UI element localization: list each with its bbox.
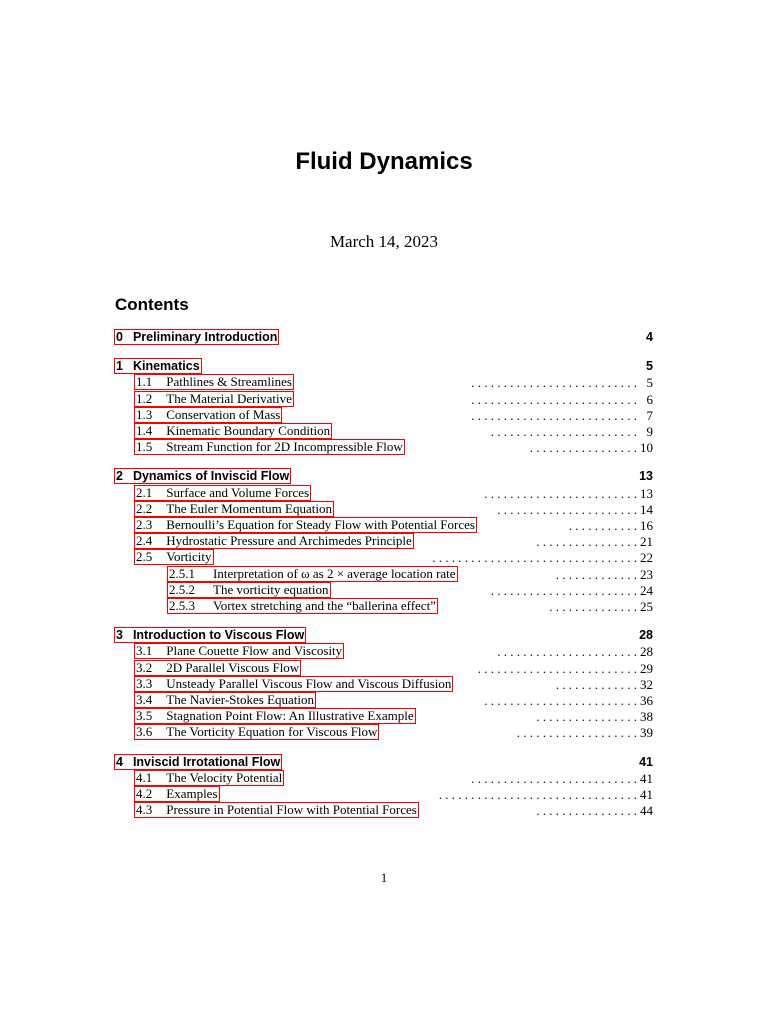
toc-entry-link[interactable] <box>135 550 213 564</box>
toc-entry-number: 4.1 <box>136 769 153 785</box>
toc-leader-dots: . . . . . . . . . . . . . . . . <box>536 534 637 550</box>
document-title: Fluid Dynamics <box>295 148 473 175</box>
toc-entry <box>0 643 768 660</box>
toc-entry-title: The Velocity Potential <box>166 769 283 785</box>
toc-entry-title: The Material Derivative <box>166 390 292 406</box>
toc-entry-page: 13 <box>640 485 653 501</box>
toc-entry-page: 25 <box>640 599 653 614</box>
toc-entry-title: Surface and Volume Forces <box>166 484 310 500</box>
toc-entry-number: 1.3 <box>136 406 153 422</box>
toc-entry <box>0 770 768 787</box>
toc-entry <box>0 468 768 485</box>
toc-entry-link[interactable] <box>115 628 305 642</box>
toc-entry-link[interactable] <box>135 677 452 691</box>
toc-entry-page: 9 <box>646 424 653 439</box>
toc-entry-number: 3.4 <box>136 692 153 707</box>
toc-entry-number: 3.6 <box>136 724 153 740</box>
toc-entry-page: 28 <box>640 644 653 660</box>
toc-entry <box>0 627 768 644</box>
toc-entry <box>0 358 768 375</box>
toc-entry-page: 29 <box>640 660 653 676</box>
toc-entry <box>0 549 768 566</box>
toc-entry-title: Conservation of Mass <box>166 406 281 422</box>
toc-entry <box>0 517 768 534</box>
toc-entry-link[interactable] <box>168 567 457 581</box>
toc-entry-number: 3.3 <box>136 675 153 691</box>
toc-entry-number: 3.5 <box>136 708 153 724</box>
toc-entry-link[interactable] <box>135 771 283 785</box>
toc-entry-link[interactable] <box>135 424 331 438</box>
toc-entry <box>0 533 768 550</box>
toc-entry-title: Interpretation of ω as 2 × average location rate <box>213 565 456 581</box>
toc-entry-title: Vorticity <box>166 549 212 565</box>
toc-entry-link[interactable] <box>135 661 300 675</box>
toc-entry-page: 41 <box>639 754 653 769</box>
toc-leader-dots: . . . . . . . . . . . . . . . . . . . . . . . . . . <box>471 407 637 423</box>
toc-entry-number: 3.1 <box>136 643 153 659</box>
toc-entry-page: 44 <box>640 803 653 819</box>
toc-entry-number: 1.1 <box>136 374 153 390</box>
toc-entry <box>0 501 768 518</box>
toc-entry-title: Inviscid Irrotational Flow <box>132 754 281 769</box>
toc-entry-link[interactable] <box>135 375 293 389</box>
toc-entry-title: Preliminary Introduction <box>132 330 278 344</box>
toc-entry-title: The Vorticity Equation for Viscous Flow <box>166 724 378 740</box>
toc-leader-dots: . . . . . . . . . . . . . . . . . . . . . . . . . <box>477 660 637 676</box>
toc-entry-number: 2.5.2 <box>169 581 195 597</box>
toc-leader-dots: . . . . . . . . . . . . . . . . . <box>529 440 637 456</box>
toc-entry-number: 2.5 <box>136 549 153 565</box>
toc-entry <box>0 786 768 803</box>
toc-entry-title: Hydrostatic Pressure and Archimedes Principle <box>166 533 412 549</box>
toc-entry-page: 10 <box>640 440 653 456</box>
toc-entry-link[interactable] <box>135 440 404 454</box>
toc-entry-page: 6 <box>646 391 653 407</box>
toc-leader-dots: . . . . . . . . . . . . . . . . . . . . . . . . . . . . . . . . <box>432 550 637 566</box>
toc-entry-page: 38 <box>640 709 653 725</box>
toc-entry-title: Kinematics <box>132 359 200 374</box>
toc-entry-number: 2.5.3 <box>169 598 195 613</box>
toc-entry <box>0 566 768 583</box>
toc-leader-dots: . . . . . . . . . . . . . . . . . . . . . . <box>497 644 637 660</box>
toc-entry <box>0 676 768 693</box>
toc-entry-title: Stagnation Point Flow: An Illustrative Example <box>166 708 414 724</box>
toc-leader-dots: . . . . . . . . . . . . . . . . . . . . . . . . . . <box>471 770 637 786</box>
toc-entry-title: 2D Parallel Viscous Flow <box>166 659 300 675</box>
toc-leader-dots: . . . . . . . . . . . . . . . . . . . . . . . <box>490 582 637 598</box>
toc-entry-link[interactable] <box>135 502 333 516</box>
document-date: March 14, 2023 <box>329 232 439 251</box>
toc-entry-number: 4.2 <box>136 786 153 801</box>
toc-entry-title: Bernoulli’s Equation for Steady Flow with Potential Forces <box>166 517 475 532</box>
toc-entry-page: 13 <box>639 469 653 484</box>
toc-entry <box>0 374 768 391</box>
toc-entry-title: Vortex stretching and the “ballerina effect” <box>213 598 436 613</box>
toc-entry-link[interactable] <box>168 583 330 597</box>
toc-leader-dots: . . . . . . . . . . . . . . . . . . . . . . . . <box>484 693 637 708</box>
toc-entry-number: 1 <box>116 359 123 374</box>
toc-entry-page: 32 <box>640 676 653 692</box>
toc-entry-number: 1.5 <box>136 439 153 455</box>
toc-leader-dots: . . . . . . . . . . . . . . . . <box>536 803 637 819</box>
toc-entry-page: 16 <box>640 518 653 533</box>
toc-entry-link[interactable] <box>135 486 310 500</box>
toc-entry-page: 7 <box>646 407 653 423</box>
toc-entry-number: 0 <box>116 330 123 344</box>
toc-entry-title: The vorticity equation <box>213 581 329 597</box>
toc-entry-page: 22 <box>640 550 653 566</box>
toc-leader-dots: . . . . . . . . . . . . . . . . . . . <box>516 725 637 741</box>
toc-leader-dots: . . . . . . . . . . . . . . . . . . . . . . . . . . . . . . . <box>438 787 637 802</box>
toc-entry-number: 4 <box>116 754 123 769</box>
toc-leader-dots: . . . . . . . . . . . . . . . . . . . . . . . <box>490 424 637 439</box>
toc-entry-title: The Euler Momentum Equation <box>166 500 332 516</box>
toc-entry <box>0 754 768 771</box>
toc-entry <box>0 439 768 456</box>
toc-entry-page: 5 <box>646 375 653 391</box>
toc-entry-number: 3.2 <box>136 659 153 675</box>
toc-entry-number: 1.4 <box>136 423 153 438</box>
toc-entry-title: The Navier-Stokes Equation <box>166 692 315 707</box>
toc-entry-link[interactable] <box>115 755 281 769</box>
toc-entry-link[interactable] <box>135 693 315 707</box>
toc-entry-link[interactable] <box>135 408 281 422</box>
toc-entry-link[interactable] <box>135 534 413 548</box>
toc-entry <box>0 485 768 502</box>
toc-leader-dots: . . . . . . . . . . . . . . . . . . . . . . . . <box>484 485 637 501</box>
toc-entry-link[interactable] <box>115 469 290 483</box>
toc-leader-dots: . . . . . . . . . . . . . . <box>549 599 637 614</box>
toc-entry-page: 14 <box>640 501 653 517</box>
toc-entry-number: 4.3 <box>136 802 153 818</box>
toc-entry-link[interactable] <box>135 803 418 817</box>
toc-entry-link[interactable] <box>135 518 476 532</box>
toc-entry-number: 2.1 <box>136 484 153 500</box>
toc-entry-number: 2.3 <box>136 517 153 532</box>
toc-entry <box>0 582 768 599</box>
toc-entry-title: Kinematic Boundary Condition <box>166 423 331 438</box>
toc-entry-link[interactable] <box>135 787 219 801</box>
toc-entry-title: Dynamics of Inviscid Flow <box>132 469 290 484</box>
toc-entry <box>0 660 768 677</box>
toc-entry-page: 23 <box>640 566 653 582</box>
toc-entry-title: Introduction to Viscous Flow <box>132 628 305 643</box>
toc-entry-page: 36 <box>640 693 653 708</box>
toc-entry-title: Pathlines & Streamlines <box>166 374 292 390</box>
toc-entry-page: 41 <box>640 787 653 802</box>
toc-entry-title: Pressure in Potential Flow with Potential Forces <box>166 802 417 818</box>
toc-entry-link[interactable] <box>135 725 378 739</box>
toc-entry-page: 5 <box>646 359 653 374</box>
toc-entry <box>0 423 768 440</box>
toc-entry-number: 2.2 <box>136 500 153 516</box>
toc-entry-number: 2.4 <box>136 533 153 549</box>
toc-entry-title: Plane Couette Flow and Viscosity <box>166 643 343 659</box>
toc-entry-page: 24 <box>640 582 653 598</box>
toc-entry-link[interactable] <box>168 599 437 613</box>
toc-entry <box>0 802 768 819</box>
toc-entry-title: Unsteady Parallel Viscous Flow and Viscous Diffusion <box>166 675 452 691</box>
contents-heading: Contents <box>115 295 189 314</box>
toc-entry <box>0 692 768 709</box>
toc-entry-number: 2 <box>116 469 123 484</box>
toc-entry-title: Stream Function for 2D Incompressible Flow <box>166 439 403 455</box>
toc-leader-dots: . . . . . . . . . . . . . <box>555 676 637 692</box>
toc-leader-dots: . . . . . . . . . . . . . . . . . . . . . . . . . . <box>471 375 637 391</box>
toc-entry-link[interactable] <box>135 709 415 723</box>
toc-entry-link[interactable] <box>135 392 293 406</box>
toc-entry <box>0 724 768 741</box>
toc-entry <box>0 598 768 615</box>
toc-entry-page: 21 <box>640 534 653 550</box>
toc-entry-title: Examples <box>166 786 218 801</box>
toc-entry-number: 3 <box>116 628 123 643</box>
toc-entry-page: 4 <box>646 330 653 344</box>
toc-entry-number: 1.2 <box>136 390 153 406</box>
toc-leader-dots: . . . . . . . . . . . . . <box>555 566 637 582</box>
toc-entry-page: 28 <box>639 628 653 643</box>
toc-leader-dots: . . . . . . . . . . . . . . . . . . . . . . <box>497 501 637 517</box>
toc-entry <box>0 708 768 725</box>
toc-entry-link[interactable] <box>135 644 343 658</box>
toc-entry <box>0 407 768 424</box>
toc-entry-link[interactable] <box>115 330 278 344</box>
toc-leader-dots: . . . . . . . . . . . . . . . . <box>536 709 637 725</box>
toc-entry <box>0 391 768 408</box>
toc-entry-link[interactable] <box>115 359 201 373</box>
toc-leader-dots: . . . . . . . . . . . . . . . . . . . . . . . . . . <box>471 391 637 407</box>
toc-entry-page: 39 <box>640 725 653 741</box>
toc-entry-number: 2.5.1 <box>169 565 195 581</box>
toc-entry <box>0 329 768 346</box>
page-number: 1 <box>380 870 388 885</box>
toc-leader-dots: . . . . . . . . . . . <box>568 518 637 533</box>
toc-entry-page: 41 <box>640 770 653 786</box>
